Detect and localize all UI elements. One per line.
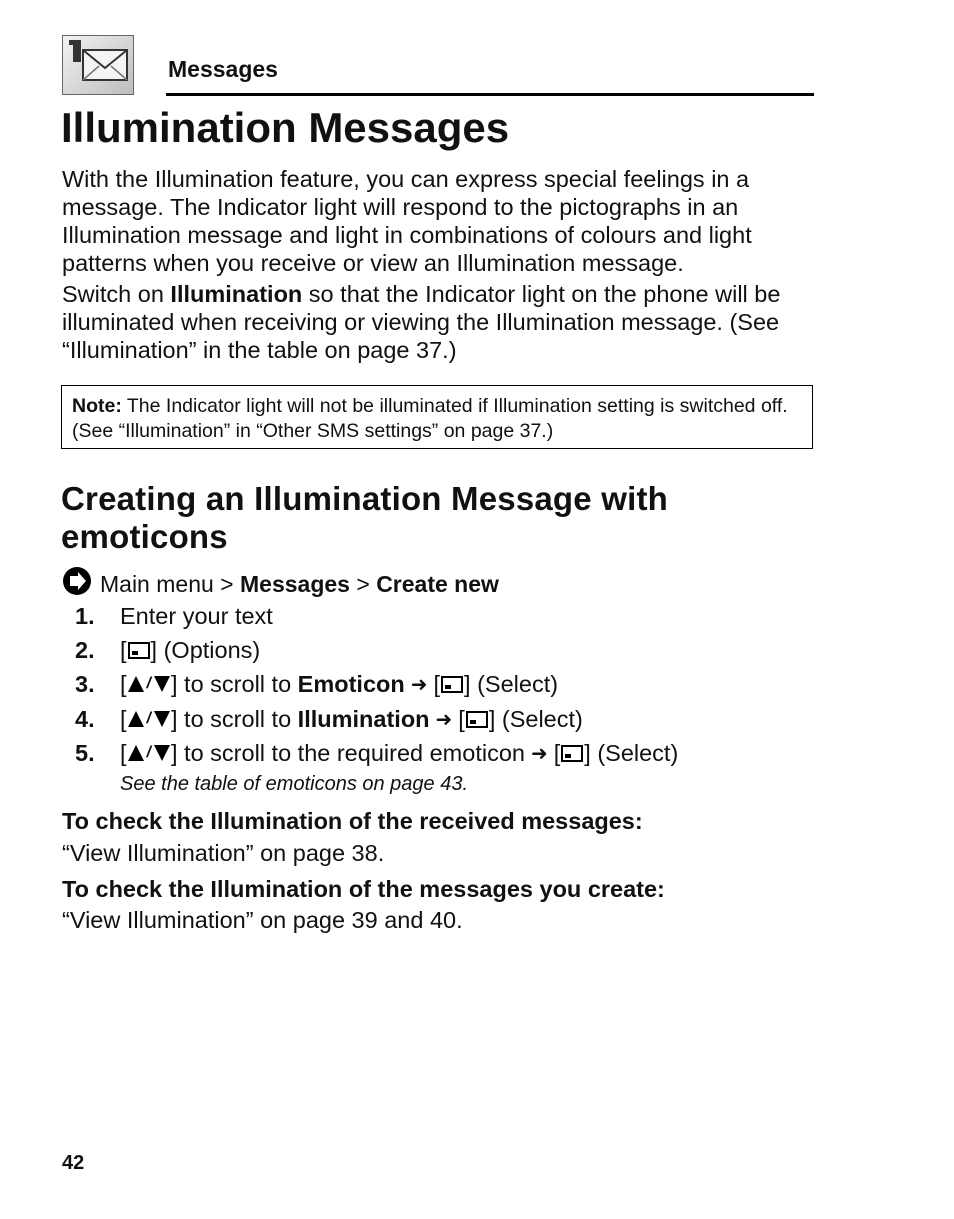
section-heading: Creating an Illumination Message with emoticons bbox=[61, 480, 668, 555]
right-arrow-icon: ➜ bbox=[410, 673, 428, 696]
check-received-heading: To check the Illumination of the received messages: bbox=[62, 808, 643, 834]
illumination-setting-name: Illumination bbox=[170, 281, 303, 307]
intro-paragraph: With the Illumination feature, you can express special feelings in a message. The Indicator light will respond to the pictographs in an Illumination message and light in combinations of colours and light patterns when you receive or view an Illumination message. bbox=[62, 166, 752, 276]
envelope-message-icon bbox=[62, 35, 134, 95]
note-text: The Indicator light will not be illuminated if Illumination setting is switched off. (See “Illumination” in “Other SMS settings” on page 37.) bbox=[72, 395, 788, 442]
check-created-heading: To check the Illumination of the messages you create: bbox=[62, 876, 665, 902]
check-received-reference: “View Illumination” on page 38. bbox=[62, 840, 385, 866]
menu-path-arrow-icon bbox=[62, 566, 92, 602]
right-arrow-icon: ➜ bbox=[435, 708, 453, 731]
emoticon-table-caption: See the table of emoticons on page 43. bbox=[120, 773, 469, 795]
note-label: Note: bbox=[72, 395, 122, 417]
left-softkey-icon bbox=[561, 745, 583, 762]
menu-path: Main menu > Messages > Create new bbox=[62, 566, 499, 602]
page-number: 42 bbox=[62, 1152, 85, 1174]
up-down-key-icon: / bbox=[128, 744, 170, 762]
section-label: Messages bbox=[168, 56, 278, 82]
check-created-reference: “View Illumination” on page 39 and 40. bbox=[62, 907, 463, 933]
note-box bbox=[61, 385, 813, 449]
right-arrow-icon: ➜ bbox=[530, 742, 548, 765]
switch-on-paragraph: Switch on Illumination so that the Indicator light on the phone will be illuminated when receiving or viewing the Illumination message. (See “Illumination” in the table on page 37.) bbox=[62, 281, 781, 363]
header-divider bbox=[166, 93, 814, 96]
page-title: Illumination Messages bbox=[61, 104, 510, 151]
left-softkey-icon bbox=[466, 711, 488, 728]
up-down-key-icon: / bbox=[128, 710, 170, 728]
up-down-key-icon: / bbox=[128, 675, 170, 693]
left-softkey-icon bbox=[441, 676, 463, 693]
left-softkey-icon bbox=[128, 642, 150, 659]
